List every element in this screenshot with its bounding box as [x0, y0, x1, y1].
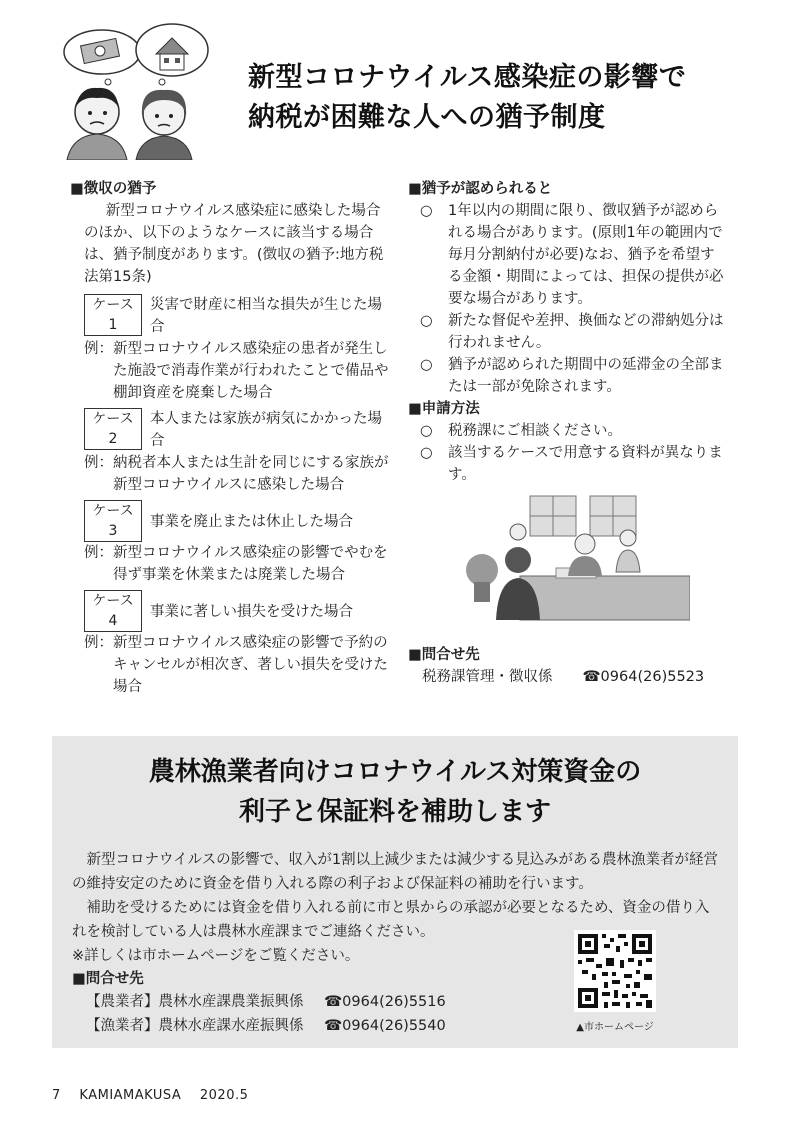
bullet-mark: ○	[420, 203, 433, 219]
section-heading-application: ■申請方法	[408, 401, 480, 417]
qr-code-label: ▲市ホームページ	[576, 1022, 654, 1033]
case-1-box	[84, 294, 142, 336]
approval-bullet-2-text: 新たな督促や差押、換価などの滞納処分は行われません。	[448, 313, 724, 351]
case-1-example	[70, 338, 392, 404]
section-heading-contact: ■問合せ先	[408, 647, 480, 663]
case-2-example-text: 納税者本人または生計を同じにする家族が新型コロナウイルスに感染した場合	[113, 455, 389, 493]
case-4-example-label: 例：	[84, 635, 113, 651]
approval-bullet-2	[408, 310, 728, 354]
case-1-box-label: ケース	[92, 297, 134, 313]
bullet-mark: ○	[420, 445, 433, 461]
subsidy-contact-heading: ■問合せ先	[72, 971, 144, 987]
case-4-text: 事業に著しい損失を受けた場合	[150, 604, 353, 620]
worried-couple-illustration	[52, 20, 222, 160]
case-2	[70, 408, 392, 452]
case-2-example-label: 例：	[84, 455, 113, 471]
section-heading-when-approved: ■猶予が認められると	[408, 181, 553, 197]
issue-date: 2020.5	[199, 1088, 249, 1103]
case-2-text: 本人または家族が病気にかかった場合	[150, 411, 382, 449]
approval-bullet-3	[408, 354, 728, 398]
case-3-text: 事業を廃止または休止した場合	[150, 514, 353, 530]
case-3-box	[84, 500, 142, 542]
subsidy-title	[52, 752, 738, 832]
case-4-box-number: 4	[108, 613, 118, 629]
subsidy-contact-agriculture-label: 【農業者】農林水産課農業振興係	[86, 994, 304, 1010]
application-bullet-1-text: 税務課にご相談ください。	[448, 423, 622, 439]
case-3-example-text: 新型コロナウイルス感染症の影響でやむを得ず事業を休業または廃業した場合	[113, 545, 388, 583]
right-column	[408, 178, 728, 486]
case-3-example	[70, 542, 392, 586]
tax-contact-tel: ☎0964(26)5523	[582, 669, 705, 685]
approval-bullet-1-text: 1年以内の期間に限り、徴収猶予が認められる場合があります。(原則1年の範囲内で毎月分割納付が必要)なお、猶予を希望する金額・期間によっては、担保の提供が必要な場合があります。	[448, 203, 724, 307]
case-3	[70, 500, 392, 542]
case-1-box-number: 1	[108, 317, 118, 333]
subsidy-title-line1: 農林漁業者向けコロナウイルス対策資金の	[148, 757, 642, 787]
case-4-example	[70, 632, 392, 698]
intro-paragraph: 新型コロナウイルス感染症に感染した場合のほか、以下のようなケースに該当する場合は、猶予制度があります。(徴収の猶予:地方税法第15条)	[84, 203, 384, 285]
application-bullet-1	[408, 420, 728, 442]
bullet-mark: ○	[420, 357, 433, 373]
case-1-example-label: 例：	[84, 341, 113, 357]
subsidy-paragraph-1: 新型コロナウイルスの影響で、収入が1割以上減少または減少する見込みがある農林漁業者が経営の維持安定のために資金を借り入れる際の利子および保証料の補助を行います。	[72, 852, 719, 892]
case-1-example-text: 新型コロナウイルス感染症の患者が発生した施設で消毒作業が行われたことで備品や棚卸資産を廃棄した場合	[113, 341, 389, 401]
tax-contact-row	[408, 666, 728, 688]
case-3-example-label: 例：	[84, 545, 113, 561]
subsidy-contact-fishery-tel: ☎0964(26)5540	[324, 1018, 446, 1034]
application-bullet-2	[408, 442, 728, 486]
qr-code-icon[interactable]	[574, 930, 656, 1012]
page-title	[248, 58, 686, 138]
tax-contact-name: 税務課管理・徴収係	[422, 669, 553, 685]
tax-office-consultation-illustration	[460, 492, 690, 632]
bullet-mark: ○	[420, 313, 433, 329]
case-3-box-number: 3	[108, 523, 118, 539]
section-heading-collection-deferral: ■徴収の猶予	[70, 181, 157, 197]
case-2-box	[84, 408, 142, 450]
magazine-name: KAMIAMAKUSA	[79, 1088, 182, 1103]
bullet-mark: ○	[420, 423, 433, 439]
subsidy-note: ※詳しくは市ホームページをご覧ください。	[72, 948, 360, 964]
case-2-box-label: ケース	[92, 411, 134, 427]
case-1	[70, 294, 392, 338]
approval-bullet-3-text: 猶予が認められた期間中の延滞金の全部または一部が免除されます。	[448, 357, 724, 395]
case-4-box-label: ケース	[92, 593, 134, 609]
approval-bullet-1	[408, 200, 728, 310]
subsidy-contact-agriculture-tel: ☎0964(26)5516	[324, 994, 446, 1010]
page-title-line1: 新型コロナウイルス感染症の影響で	[248, 62, 687, 93]
case-2-box-number: 2	[108, 431, 118, 447]
tax-contact-block	[408, 644, 728, 688]
page-footer	[52, 1088, 248, 1103]
page-number: 7	[52, 1088, 61, 1103]
subsidy-title-line2: 利子と保証料を補助します	[238, 797, 551, 827]
left-column	[70, 178, 392, 698]
page-title-line2: 納税が困難な人への猶予制度	[248, 102, 606, 133]
case-2-example	[70, 452, 392, 496]
subsidy-contact-fishery-label: 【漁業者】農林水産課水産振興係	[86, 1018, 304, 1034]
case-1-text: 災害で財産に相当な損失が生じた場合	[150, 297, 382, 335]
case-4-box	[84, 590, 142, 632]
case-4	[70, 590, 392, 632]
case-3-box-label: ケース	[92, 503, 134, 519]
application-bullet-2-text: 該当するケースで用意する資料が異なります。	[448, 445, 723, 483]
subsidy-paragraph-2: 補助を受けるためには資金を借り入れる前に市と県からの承認が必要となるため、資金の借り入れを検討している人は農林水産課までご連絡ください。	[72, 900, 710, 940]
case-4-example-text: 新型コロナウイルス感染症の影響で予約のキャンセルが相次ぎ、著しい損失を受けた場合	[113, 635, 388, 695]
